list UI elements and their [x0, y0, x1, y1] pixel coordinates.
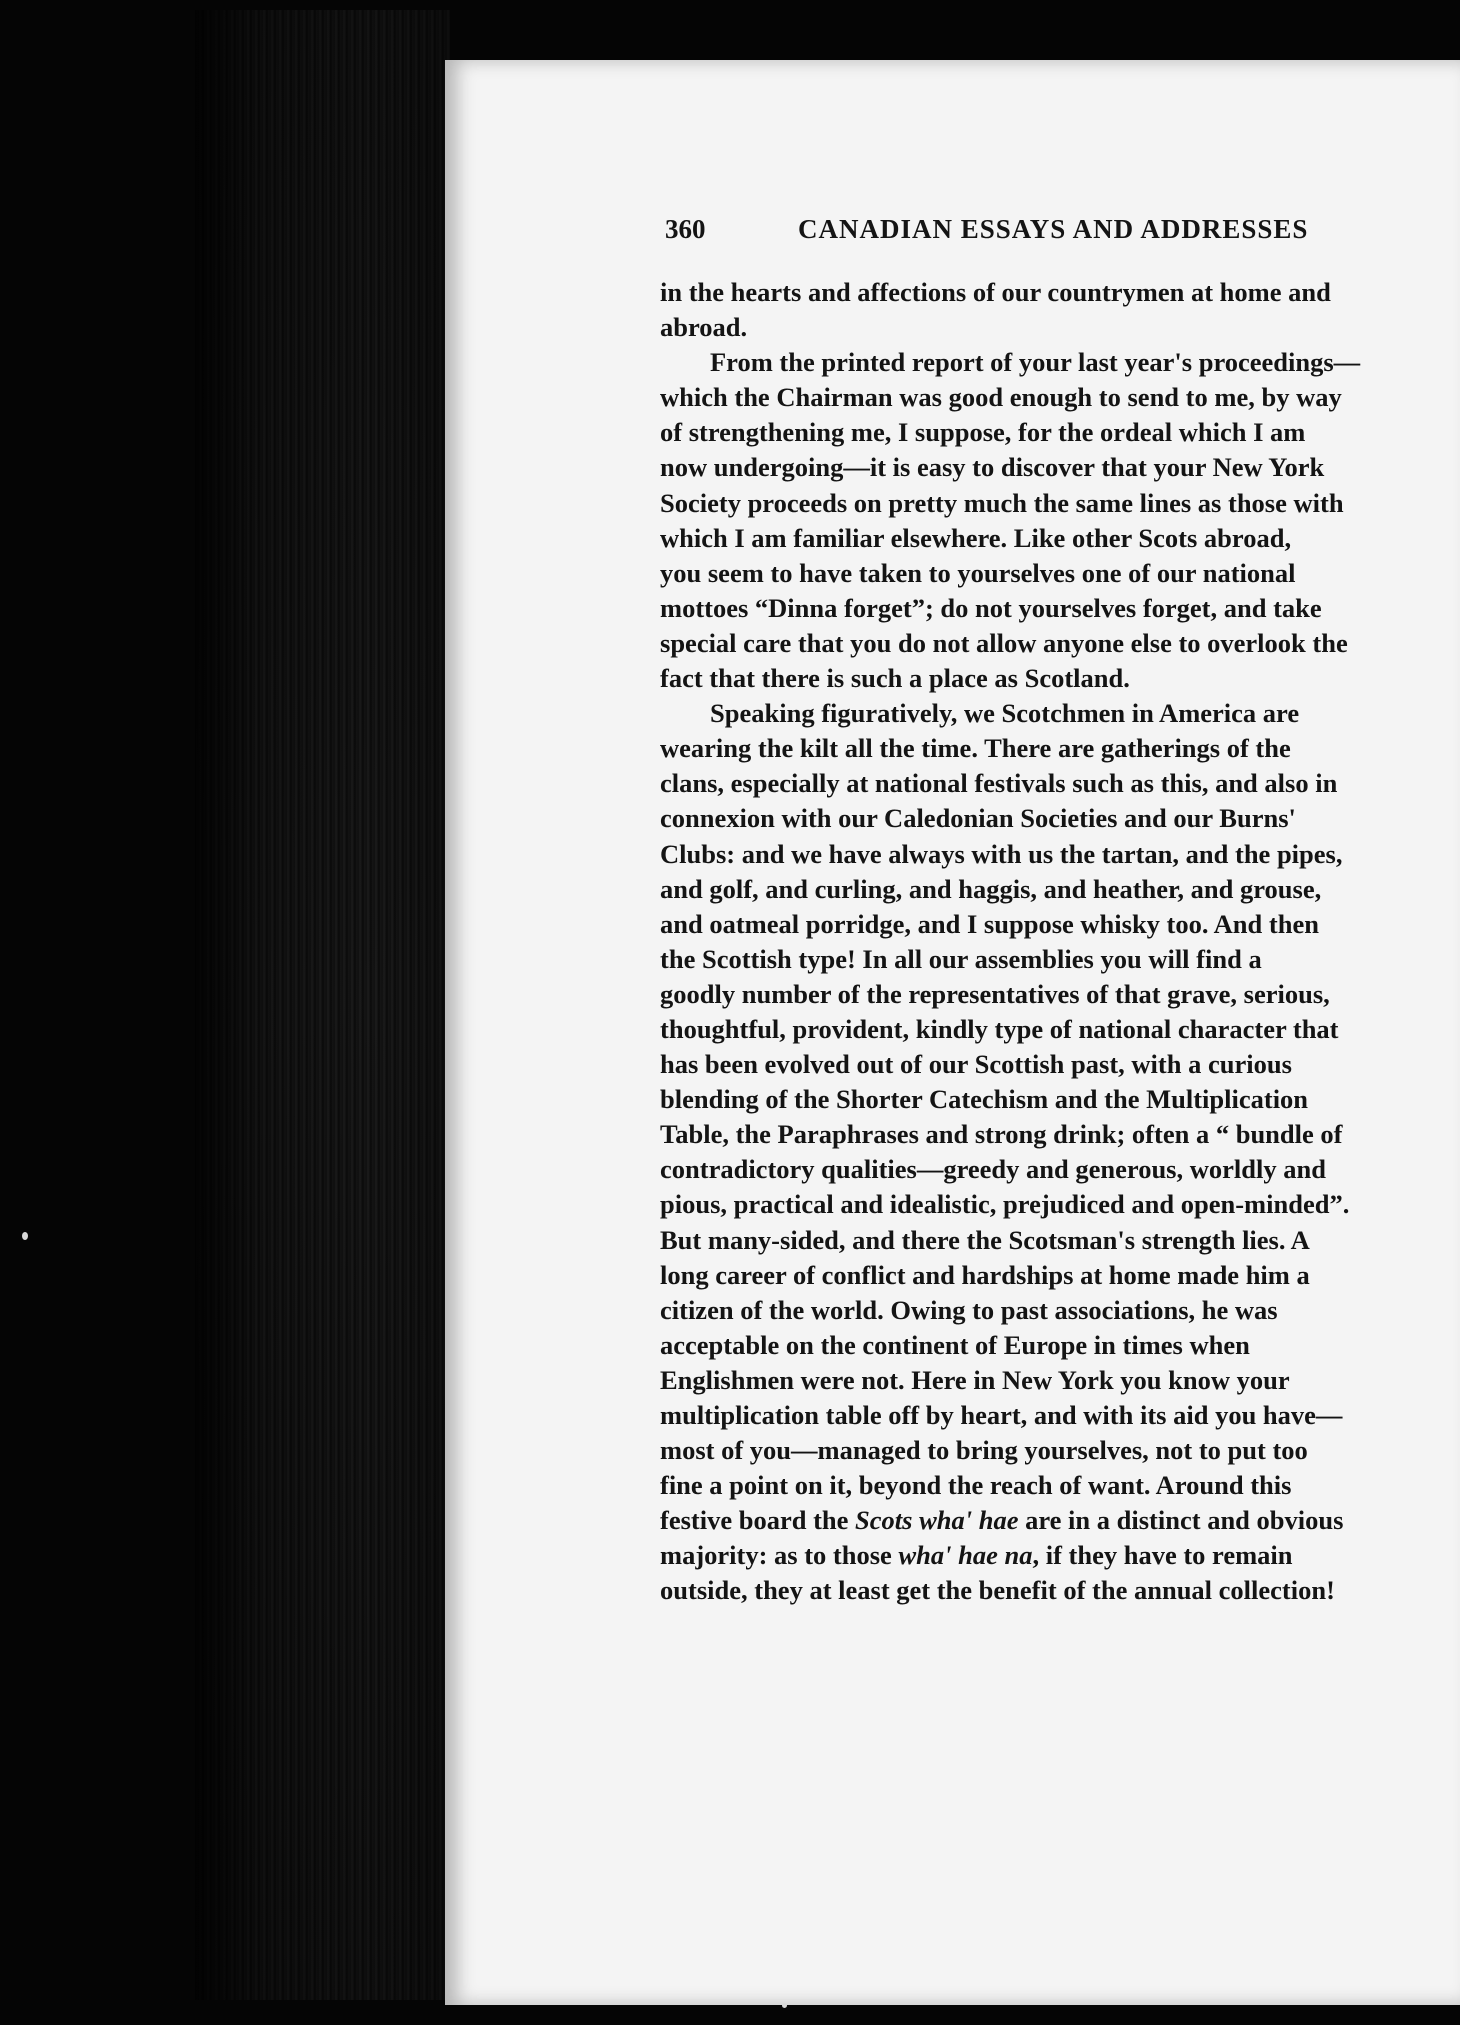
text-line: the Scottish type! In all our assemblies you will find a — [660, 943, 1262, 974]
text-line: now undergoing—it is easy to discover that your New York — [660, 452, 1325, 483]
text-line: blending of the Shorter Catechism and the Multiplication — [660, 1084, 1309, 1115]
text-line: Society proceeds on pretty much the same lines as those with — [660, 487, 1344, 518]
text-line: contradictory qualities—greedy and generous, worldly and — [660, 1154, 1326, 1185]
text-line: Clubs: and we have always with us the tartan, and the pipes, — [660, 838, 1343, 869]
text-line: fine a point on it, beyond the reach of want. Around this — [660, 1470, 1292, 1501]
dust-speck — [22, 1232, 28, 1240]
text-line: multiplication table off by heart, and with its aid you have— — [660, 1400, 1343, 1430]
text-line: Table, the Paraphrases and strong drink; often a “ bundle of — [660, 1119, 1343, 1150]
text-line: which I am familiar elsewhere. Like other Scots abroad, — [660, 522, 1292, 553]
text-segment: majority: as to those — [660, 1540, 899, 1571]
paragraph-start-line: Speaking figuratively, we Scotchmen in America are — [710, 698, 1300, 729]
text-line: wearing the kilt all the time. There are gatherings of the — [660, 733, 1291, 764]
text-line: most of you—managed to bring yourselves, not to put too — [660, 1435, 1308, 1466]
paragraph-start-line: From the printed report of your last year's proceedings— — [710, 347, 1361, 378]
text-line: of strengthening me, I suppose, for the ordeal which I am — [660, 417, 1306, 448]
text-line: goodly number of the representatives of that grave, serious, — [660, 978, 1330, 1009]
page-header — [665, 214, 1425, 254]
text-line: pious, practical and idealistic, prejudiced and open-minded”. — [660, 1189, 1350, 1220]
text-line: which the Chairman was good enough to send to me, by way — [660, 382, 1342, 413]
text-line: has been evolved out of our Scottish past, with a curious — [660, 1049, 1292, 1080]
text-line: thoughtful, provident, kindly type of national character that — [660, 1013, 1339, 1044]
text-line: abroad. — [660, 312, 748, 343]
italic-phrase: Scots wha' hae — [855, 1505, 1019, 1536]
text-line-with-italics — [660, 1538, 1460, 1573]
dust-speck — [782, 2003, 787, 2008]
book-edge-shadow — [195, 10, 450, 2000]
text-line: acceptable on the continent of Europe in times when — [660, 1329, 1250, 1360]
text-line: fact that there is such a place as Scotland. — [660, 663, 1130, 694]
page-number: 360 — [665, 214, 706, 244]
text-line: clans, especially at national festivals such as this, and also in — [660, 768, 1338, 799]
text-line: you seem to have taken to yourselves one of our national — [660, 557, 1296, 588]
text-line: outside, they at least get the benefit of the annual collection! — [660, 1575, 1335, 1606]
running-title: CANADIAN ESSAYS AND ADDRESSES — [798, 214, 1309, 244]
text-line-with-italics — [660, 1503, 1460, 1538]
text-segment: are in a distinct and obvious — [1018, 1505, 1344, 1536]
text-line: and oatmeal porridge, and I suppose whisky too. And then — [660, 908, 1319, 939]
text-line: But many-sided, and there the Scotsman's strength lies. A — [660, 1224, 1310, 1255]
text-line: and golf, and curling, and haggis, and heather, and grouse, — [660, 873, 1322, 904]
text-line: mottoes “Dinna forget”; do not yourselves forget, and take — [660, 592, 1322, 623]
body-text — [660, 275, 1460, 1609]
italic-phrase: wha' hae na — [898, 1540, 1033, 1571]
text-line: citizen of the world. Owing to past associations, he was — [660, 1294, 1278, 1325]
text-line: Englishmen were not. Here in New York you know your — [660, 1364, 1290, 1395]
text-line: connexion with our Caledonian Societies and our Burns' — [660, 803, 1296, 834]
text-segment: , if they have to remain — [1032, 1540, 1293, 1571]
text-line: special care that you do not allow anyone else to overlook the — [660, 627, 1348, 658]
text-line: in the hearts and affections of our countrymen at home and — [660, 277, 1331, 307]
text-line: long career of conflict and hardships at home made him a — [660, 1259, 1310, 1290]
text-segment: festive board the — [660, 1505, 856, 1536]
